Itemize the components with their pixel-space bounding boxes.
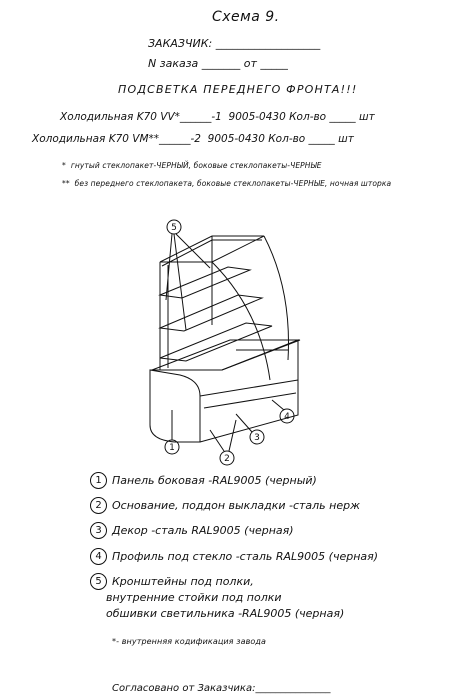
- model-line-vv: Холодильная K70 VV*______-1 9005-0430 Кол-во _____ шт: [60, 111, 375, 123]
- legend-item-5-line-2: внутренние стойки под полки: [106, 591, 282, 604]
- callout-2: 2: [224, 454, 230, 464]
- legend-number-3: 3: [90, 522, 107, 539]
- legend-item-5-line-3: обшивки светильника -RAL9005 (черная): [106, 607, 345, 620]
- legend-item-4: Профиль под стекло -сталь RAL9005 (черная): [112, 550, 379, 563]
- model-line-vm: Холодильная K70 VM**______-2 9005-0430 Кол-во _____ шт: [32, 133, 354, 145]
- page-title: Схема 9.: [212, 9, 280, 25]
- note-single-star: * гнутый стеклопакет-ЧЕРНЫЙ, боковые стеклопакеты-ЧЕРНЫЕ: [62, 161, 322, 170]
- display-case-drawing: [0, 210, 456, 464]
- legend-item-3: Декор -сталь RAL9005 (черная): [112, 524, 294, 537]
- order-number-field: N заказа _______ от _____: [148, 57, 288, 70]
- callout-5: 5: [171, 223, 177, 233]
- legend-item-1: Панель боковая -RAL9005 (черный): [112, 474, 317, 487]
- legend-number-1: 1: [90, 472, 107, 489]
- customer-field: ЗАКАЗЧИК: ___________________: [148, 37, 321, 50]
- lighting-heading: ПОДСВЕТКА ПЕРЕДНЕГО ФРОНТА!!!: [118, 83, 358, 96]
- factory-code-footnote: *- внутренняя кодификация завода: [112, 637, 267, 646]
- legend-number-4: 4: [90, 548, 107, 565]
- callout-1: 1: [169, 443, 175, 453]
- legend-number-2: 2: [90, 497, 107, 514]
- customer-approval-line: Согласовано от Заказчика:_______________: [112, 683, 331, 694]
- callout-3: 3: [254, 433, 260, 443]
- callout-4: 4: [284, 412, 290, 422]
- note-double-star: ** без переднего стеклопакета, боковые стеклопакеты-ЧЕРНЫЕ, ночная шторка: [62, 179, 392, 188]
- legend-item-2: Основание, поддон выкладки -сталь нерж: [112, 499, 361, 512]
- legend-item-5-line-1: Кронштейны под полки,: [112, 575, 254, 588]
- legend-number-5: 5: [90, 573, 107, 590]
